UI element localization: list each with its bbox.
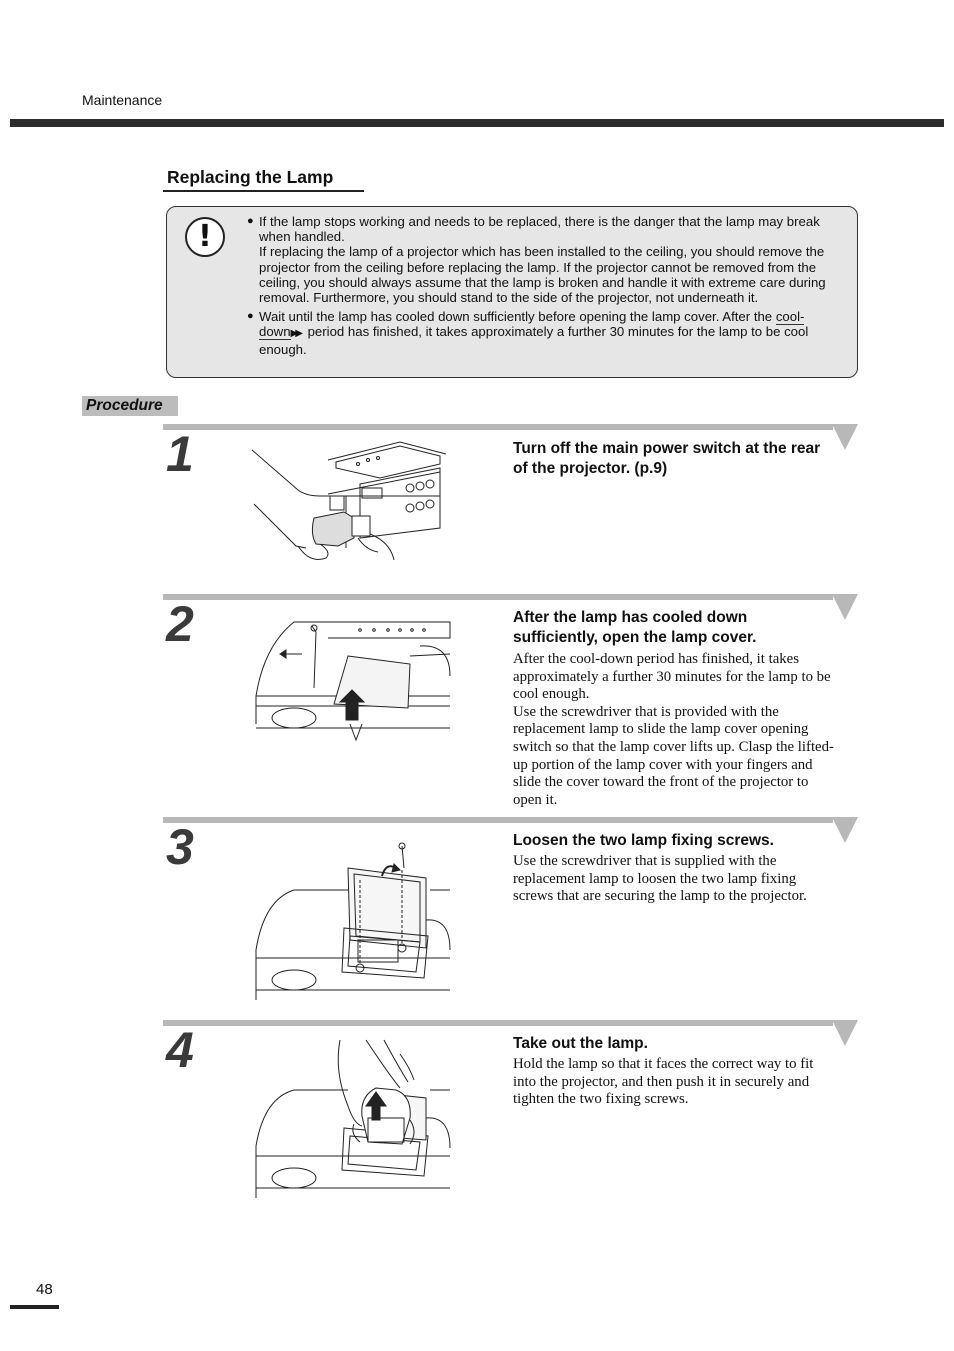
- bullet-icon: ●: [247, 215, 254, 227]
- header-rule: [10, 119, 944, 127]
- running-header: Maintenance: [82, 92, 163, 108]
- step-marker-icon: [832, 817, 858, 843]
- bullet-icon: ●: [247, 310, 254, 323]
- remove-lamp-illustration: [250, 1036, 455, 1202]
- step-title: Turn off the main power switch at the rear of the projector. (p.9): [513, 440, 821, 477]
- lamp-cover-open-illustration: [250, 616, 455, 746]
- step-body: [513, 651, 835, 809]
- step-marker-icon: [832, 594, 858, 620]
- caution-item: [247, 309, 847, 357]
- step-paragraph: After the cool-down period has finished, it takes approximately a further 30 minutes for the lamp to be cool enough.: [513, 651, 831, 703]
- caution-text: If the lamp stops working and needs to be replaced, there is the danger that the lamp may break when handled.: [259, 214, 820, 245]
- lamp-screws-illustration: [250, 840, 455, 1004]
- caution-text: Wait until the lamp has cooled down sufficiently before opening the lamp cover. After the: [259, 309, 773, 325]
- glossary-term-link[interactable]: cool-down: [259, 309, 805, 340]
- step-number: 4: [166, 1022, 194, 1078]
- section-title: Replacing the Lamp: [167, 167, 334, 187]
- step-bar: [163, 594, 833, 600]
- step-number: 2: [166, 596, 194, 652]
- procedure-label: Procedure: [82, 396, 178, 416]
- step-paragraph: Hold the lamp so that it faces the correct way to fit into the projector, and then push it in securely and tighten the two fixing screws.: [513, 1056, 814, 1108]
- step-number: 1: [166, 426, 194, 482]
- step-body: [513, 1056, 835, 1109]
- caution-list: [247, 214, 847, 361]
- caution-item: [247, 214, 847, 305]
- step-number: 3: [166, 819, 194, 875]
- caution-text: If replacing the lamp of a projector which has been installed to the ceiling, you should remove the projector from the ceiling before replacing the lamp. If the projector cannot be removed from the ceiling, you should always assume that the lamp is broken and handle it with extreme care during removal. Furthermore, you should stand to the side of the projector, not underneath it.: [259, 244, 826, 306]
- step-marker-icon: [832, 424, 858, 450]
- glossary-arrow-icon: ▶▶: [290, 328, 300, 340]
- page-number: 48: [36, 1281, 53, 1298]
- step-title: Take out the lamp.: [513, 1035, 648, 1052]
- caution-text: period has finished, it takes approximately a further 30 minutes for the lamp to be cool enough.: [259, 324, 809, 357]
- step-bar: [163, 817, 833, 823]
- step-bar: [163, 424, 833, 430]
- page-number-rule: [10, 1305, 59, 1309]
- step-bar: [163, 1020, 833, 1026]
- step-title: After the lamp has cooled down sufficiently, open the lamp cover.: [513, 609, 757, 646]
- step-paragraph: Use the screwdriver that is supplied with the replacement lamp to loosen the two lamp fixing screws that are securing the lamp to the projector.: [513, 853, 807, 905]
- step-title: Loosen the two lamp fixing screws.: [513, 832, 774, 849]
- caution-box: [166, 206, 858, 378]
- section-title-underline: [163, 190, 364, 192]
- caution-exclamation-icon: !: [185, 217, 225, 257]
- step-body: [513, 853, 835, 906]
- rear-power-switch-illustration: [250, 438, 450, 570]
- step-marker-icon: [832, 1020, 858, 1046]
- step-paragraph: Use the screwdriver that is provided with the replacement lamp to slide the lamp cover opening switch so that the lamp cover lifts up. Clasp the lifted-up portion of the lamp cover with your fingers and slide the cover toward the front of the projector to open it.: [513, 703, 834, 808]
